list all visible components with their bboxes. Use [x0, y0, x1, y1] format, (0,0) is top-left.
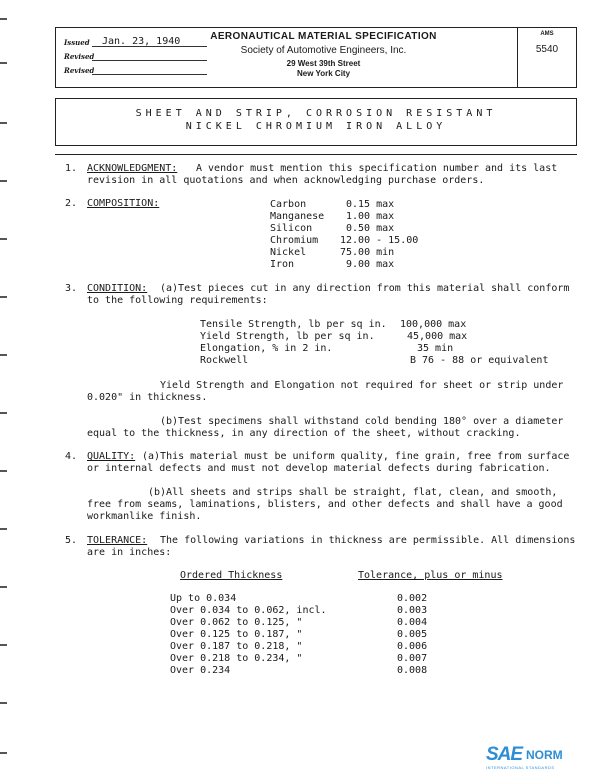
- table-cell: Over 0.218 to 0.234, ": [170, 653, 303, 664]
- binder-mark: [0, 702, 7, 704]
- binder-mark: [0, 238, 7, 240]
- section-number: 2.: [65, 198, 78, 209]
- element-name: Chromium: [270, 235, 319, 246]
- element-value: 1.00 max: [346, 211, 395, 222]
- ams-number-box: [517, 28, 576, 87]
- section-text: (a)This material must be uniform quality, fine grain, free from surface: [142, 451, 570, 462]
- spec-title-box: [55, 98, 577, 146]
- section-text: free from seams, laminations, blisters, and other defects and shall have a good: [87, 499, 563, 510]
- element-value: 12.00 - 15.00: [340, 235, 419, 246]
- element-name: Manganese: [270, 211, 325, 222]
- issued-date: Jan. 23, 1940: [92, 36, 207, 47]
- binder-mark: [0, 470, 7, 472]
- bend-test-text: equal to the thickness, in any direction of the sheet, without cracking.: [87, 428, 521, 439]
- column-header: Tolerance, plus or minus: [358, 570, 503, 581]
- table-cell: Over 0.062 to 0.125, ": [170, 617, 303, 628]
- element-name: Iron: [270, 259, 295, 270]
- section-text: revision in all quotations and when acknowledging purchase orders.: [87, 175, 485, 186]
- logo-tagline: INTERNATIONAL STANDARDS: [486, 765, 555, 770]
- table-cell: Over 0.125 to 0.187, ": [170, 629, 303, 640]
- binder-mark: [0, 586, 7, 588]
- condition-note: Yield Strength and Elongation not required for sheet or strip under: [160, 380, 564, 391]
- revised-date-line: [92, 50, 207, 61]
- society-street: 29 West 39th Street: [286, 59, 361, 68]
- element-value: 0.15 max: [346, 199, 395, 210]
- binder-mark: [0, 122, 7, 124]
- spec-title-line-2: NICKEL CHROMIUM IRON ALLOY: [185, 121, 447, 132]
- property-name: Elongation, % in 2 in.: [200, 343, 333, 354]
- section-number: 4.: [65, 451, 78, 462]
- section-text: or internal defects and must not develop material defects during fabrication.: [87, 463, 551, 474]
- element-name: Silicon: [270, 223, 313, 234]
- section-heading: ACKNOWLEDGMENT:: [87, 163, 178, 174]
- society-name: Society of Automotive Engineers, Inc.: [240, 45, 407, 56]
- section-text: to the following requirements:: [87, 295, 268, 306]
- property-value: B 76 - 88 or equivalent: [410, 355, 549, 366]
- table-cell: Up to 0.034: [170, 593, 237, 604]
- table-cell: 0.007: [397, 653, 428, 664]
- sae-logo-mark: SAE: [486, 744, 523, 765]
- spec-header: [55, 27, 577, 88]
- property-value: 100,000 max: [400, 319, 467, 330]
- table-cell: 0.002: [397, 593, 428, 604]
- issuer-block: [196, 31, 451, 78]
- table-cell: 0.004: [397, 617, 428, 628]
- column-header: Ordered Thickness: [180, 570, 283, 581]
- property-value: 35 min: [417, 343, 454, 354]
- norm-logo-text: NORM: [526, 748, 563, 762]
- section-heading: QUALITY:: [87, 451, 136, 462]
- condition-note: 0.020" in thickness.: [87, 392, 208, 403]
- table-cell: 0.006: [397, 641, 428, 652]
- binder-mark: [0, 62, 7, 64]
- society-city: New York City: [296, 69, 351, 78]
- element-name: Nickel: [270, 247, 307, 258]
- binder-mark: [0, 752, 7, 754]
- bend-test-text: (b)Test specimens shall withstand cold bending 180° over a diameter: [160, 416, 564, 427]
- table-cell: Over 0.187 to 0.218, ": [170, 641, 303, 652]
- table-cell: 0.003: [397, 605, 428, 616]
- revised-label: Revised: [64, 52, 95, 61]
- table-cell: Over 0.234: [170, 665, 231, 676]
- section-heading: TOLERANCE:: [87, 535, 148, 546]
- section-text: are in inches:: [87, 547, 172, 558]
- table-cell: 0.005: [397, 629, 428, 640]
- binder-mark: [0, 296, 7, 298]
- ams-number: 5540: [535, 44, 559, 55]
- table-cell: 0.008: [397, 665, 428, 676]
- section-text: A vendor must mention this specification number and its last: [196, 163, 558, 174]
- divider: [55, 154, 577, 155]
- document-type-title: AERONAUTICAL MATERIAL SPECIFICATION: [210, 31, 437, 42]
- revised-label-2: Revised: [64, 66, 95, 75]
- table-cell: Over 0.034 to 0.062, incl.: [170, 605, 327, 616]
- issue-dates: [64, 33, 207, 75]
- section-heading: CONDITION:: [87, 283, 148, 294]
- property-value: 45,000 max: [407, 331, 468, 342]
- element-value: 9.00 max: [346, 259, 395, 270]
- section-text: The following variations in thickness are permissible. All dimensions: [160, 535, 576, 546]
- binder-mark: [0, 180, 7, 182]
- binder-mark: [0, 354, 7, 356]
- property-name: Yield Strength, lb per sq in.: [200, 331, 375, 342]
- property-name: Rockwell: [200, 355, 249, 366]
- section-number: 1.: [65, 163, 78, 174]
- section-number: 5.: [65, 535, 78, 546]
- binder-mark: [0, 18, 7, 20]
- section-heading: COMPOSITION:: [87, 198, 160, 209]
- binder-mark: [0, 412, 7, 414]
- sae-norm-watermark-logo: [486, 744, 596, 770]
- binder-mark: [0, 528, 7, 530]
- spec-title-line-1: SHEET AND STRIP, CORROSION RESISTANT: [135, 108, 497, 119]
- property-name: Tensile Strength, lb per sq in.: [200, 319, 387, 330]
- element-value: 0.50 max: [346, 223, 395, 234]
- binder-mark: [0, 644, 7, 646]
- section-text: workmanlike finish.: [87, 511, 202, 522]
- section-text: (b)All sheets and strips shall be straight, flat, clean, and smooth,: [148, 487, 558, 498]
- element-name: Carbon: [270, 199, 307, 210]
- section-number: 3.: [65, 283, 78, 294]
- element-value: 75.00 min: [340, 247, 395, 258]
- ams-label: AMS: [540, 31, 554, 37]
- issued-label: Issued: [64, 38, 90, 47]
- section-text: (a)Test pieces cut in any direction from this material shall conform: [160, 283, 570, 294]
- revised-date-line-2: [92, 64, 207, 75]
